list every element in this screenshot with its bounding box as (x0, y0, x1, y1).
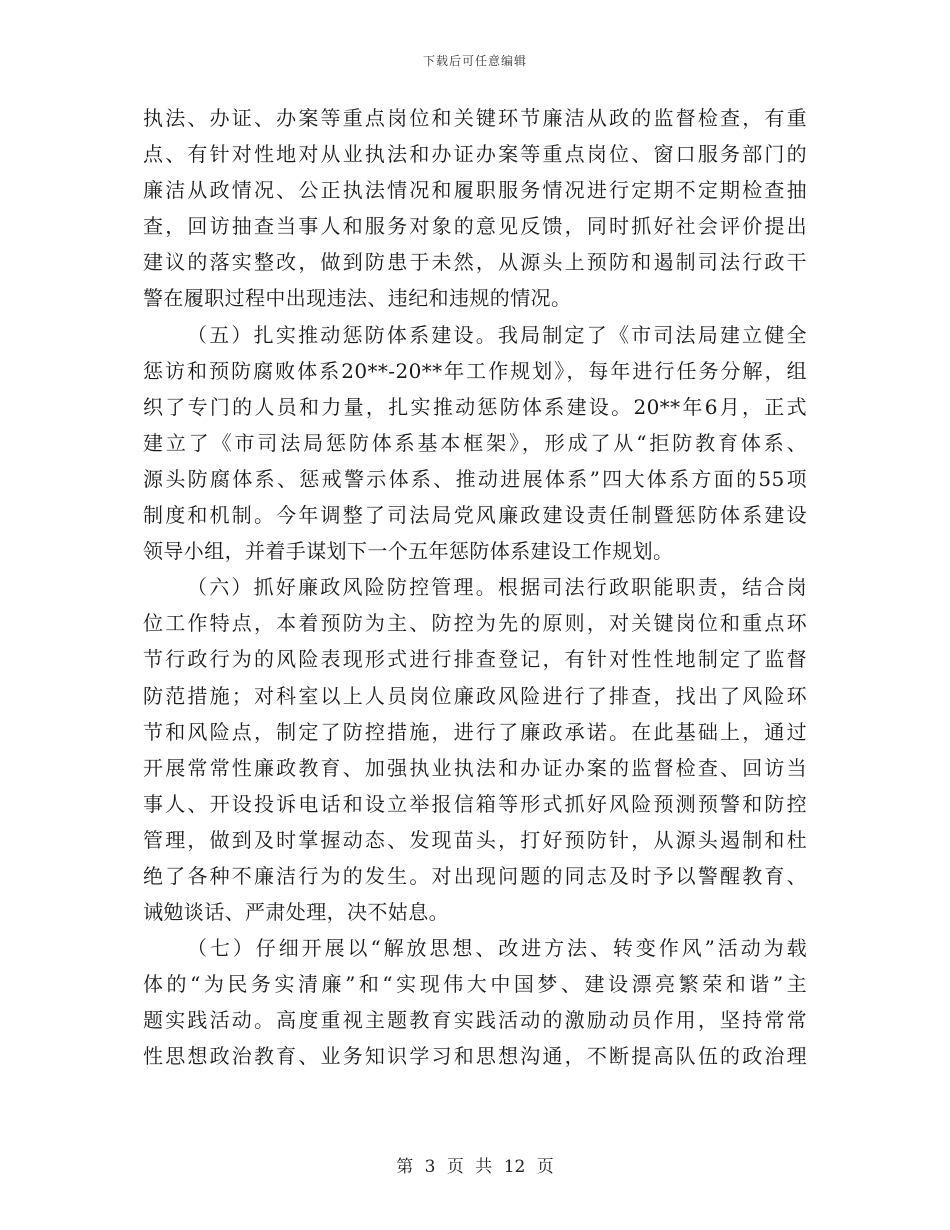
text-line: （五）扎实推动惩防体系建设。我局制定了《市司法局建立健全 (187, 322, 807, 347)
paragraph-section-6 (143, 569, 807, 930)
text-line: 体的“为民务实清廉”和“实现伟大中国梦、建设漂亮繁荣和谐”主 (143, 972, 807, 997)
text-line: 源头防腐体系、惩戒警示体系、推动进展体系”四大体系方面的55项 (143, 466, 807, 491)
text-line: 管理，做到及时掌握动态、发现苗头，打好预防针，从源头遏制和杜 (143, 827, 807, 852)
text-line: 诫勉谈话、严肃处理，决不姑息。 (143, 900, 449, 925)
text-line: （六）抓好廉政风险防控管理。根据司法行政职能职责，结合岗 (187, 575, 807, 600)
page-header-note: 下载后可任意编辑 (422, 54, 527, 68)
text-line: 建议的落实整改，做到防患于未然，从源头上预防和遏制司法行政干 (143, 250, 807, 275)
text-line: 节和风险点，制定了防控措施，进行了廉政承诺。在此基础上，通过 (143, 719, 807, 744)
text-line: 织了专门的人员和力量，扎实推动惩防体系建设。20**年6月，正式 (143, 394, 807, 419)
text-line: 惩访和预防腐败体系20**-20**年工作规划》，每年进行任务分解，组 (143, 358, 807, 383)
text-line: 防范措施；对科室以上人员岗位廉政风险进行了排查，找出了风险环 (143, 683, 807, 708)
paragraph-section-5 (143, 317, 807, 570)
paragraph-continuation (143, 100, 807, 317)
text-line: 节行政行为的风险表现形式进行排查登记，有针对性性地制定了监督 (143, 647, 807, 672)
text-line: 查，回访抽查当事人和服务对象的意见反馈，同时抓好社会评价提出 (143, 214, 807, 239)
text-line: 制度和机制。今年调整了司法局党风廉政建设责任制暨惩防体系建设 (143, 503, 807, 528)
text-line: 性思想政治教育、业务知识学习和思想沟通，不断提高队伍的政治理 (143, 1044, 807, 1069)
text-line: 绝了各种不廉洁行为的发生。对出现问题的同志及时予以警醒教育、 (143, 863, 807, 888)
text-line: 点、有针对性地对从业执法和办证办案等重点岗位、窗口服务部门的 (143, 142, 807, 167)
text-line: 廉洁从政情况、公正执法情况和履职服务情况进行定期不定期检查抽 (143, 178, 807, 203)
text-line: 题实践活动。高度重视主题教育实践活动的激励动员作用，坚持常常 (143, 1008, 807, 1033)
text-line: （七）仔细开展以“解放思想、改进方法、转变作风”活动为载 (187, 936, 807, 961)
paragraph-section-7 (143, 930, 807, 1074)
text-line: 警在履职过程中出现违法、违纪和违规的情况。 (143, 286, 572, 311)
document-body (143, 100, 807, 1075)
text-line: 领导小组，并着手谋划下一个五年惩防体系建设工作规划。 (143, 539, 674, 564)
text-line: 建立了《市司法局惩防体系基本框架》，形成了从“拒防教育体系、 (143, 430, 807, 455)
text-line: 位工作特点，本着预防为主、防控为先的原则，对关键岗位和重点环 (143, 611, 807, 636)
text-line: 开展常常性廉政教育、加强执业执法和办证办案的监督检查、回访当 (143, 755, 807, 780)
text-line: 事人、开设投诉电话和设立举报信箱等形式抓好风险预测预警和防控 (143, 791, 807, 816)
page-number-footer: 第 3 页 共 12 页 (396, 1157, 554, 1177)
text-line: 执法、办证、办案等重点岗位和关键环节廉洁从政的监督检查，有重 (143, 106, 807, 130)
